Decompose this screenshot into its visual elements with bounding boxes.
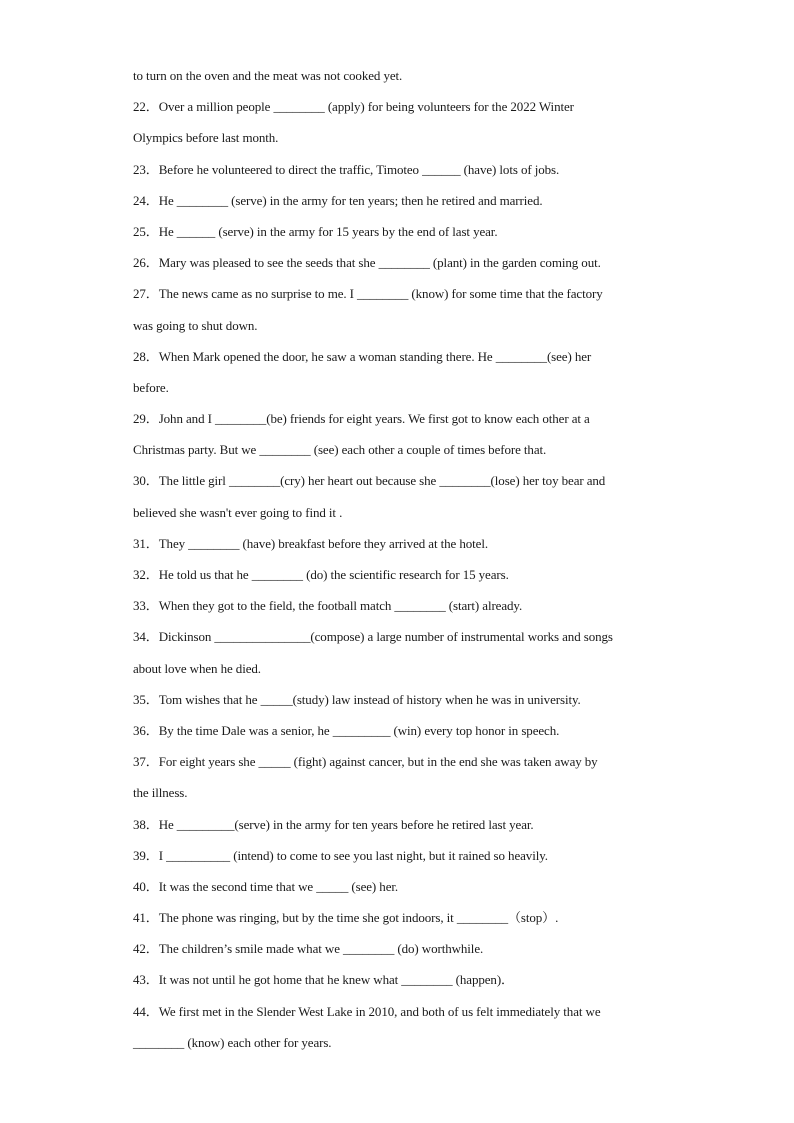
text-line: 30．The little girl ________(cry) her heart out because she ________(lose) her toy bear and [133,473,606,489]
text-line: 33．When they got to the field, the football match ________ (start) already. [133,598,523,614]
text-line: Christmas party. But we ________ (see) each other a couple of times before that. [133,442,547,458]
text-line: 35．Tom wishes that he _____(study) law instead of history when he was in university. [133,691,581,707]
text-line: to turn on the oven and the meat was not cooked yet. [133,68,403,83]
text-line: 32．He told us that he ________ (do) the scientific research for 15 years. [133,567,509,582]
text-line: 42．The children’s smile made what we ________ (do) worthwhile. [133,941,484,957]
text-line: 37．For eight years she _____ (fight) against cancer, but in the end she was taken away by [133,754,598,770]
text-line: 27．The news came as no surprise to me. I ________ (know) for some time that the factory [133,286,603,302]
text-line: Olympics before last month. [133,130,279,146]
text-line: 39．I __________ (intend) to come to see you last night, but it rained so heavily. [133,847,548,863]
text-line: 23．Before he volunteered to direct the traffic, Timoteo ______ (have) lots of jobs. [133,161,560,177]
text-line: 24．He ________ (serve) in the army for ten years; then he retired and married. [133,192,543,208]
text-line: 28．When Mark opened the door, he saw a woman standing there. He ________(see) her [133,348,592,364]
text-line: the illness. [133,785,188,801]
text-line: believed she wasn't ever going to find it . [133,504,343,520]
exercise-list [133,63,673,1061]
text-line: 41．The phone was ringing, but by the time she got indoors, it ________（stop）. [133,910,559,926]
text-line: before. [133,379,169,395]
text-line: 26．Mary was pleased to see the seeds that she ________ (plant) in the garden coming out. [133,255,601,271]
text-line: 43．It was not until he got home that he knew what ________ (happen)． [133,972,514,988]
text-line: 29．John and I ________(be) friends for eight years. We first got to know each other at a [133,411,590,427]
text-line: 22．Over a million people ________ (apply) for being volunteers for the 2022 Winter [133,99,574,115]
text-line: ________ (know) each other for years. [133,1034,332,1050]
text-line: 36．By the time Dale was a senior, he _________ (win) every top honor in speech. [133,722,560,738]
text-line: 34．Dickinson _______________(compose) a large number of instrumental works and songs [133,629,613,645]
text-line: 40．It was the second time that we _____ (see) her. [133,878,399,894]
text-line: 25．He ______ (serve) in the army for 15 years by the end of last year. [133,223,498,239]
text-line: was going to shut down. [133,317,258,333]
text-line: about love when he died. [133,660,261,676]
text-line: 44．We first met in the Slender West Lake in 2010, and both of us felt immediately that we [133,1003,601,1019]
text-line: 31．They ________ (have) breakfast before they arrived at the hotel. [133,535,488,551]
text-line: 38．He _________(serve) in the army for ten years before he retired last year. [133,816,534,832]
